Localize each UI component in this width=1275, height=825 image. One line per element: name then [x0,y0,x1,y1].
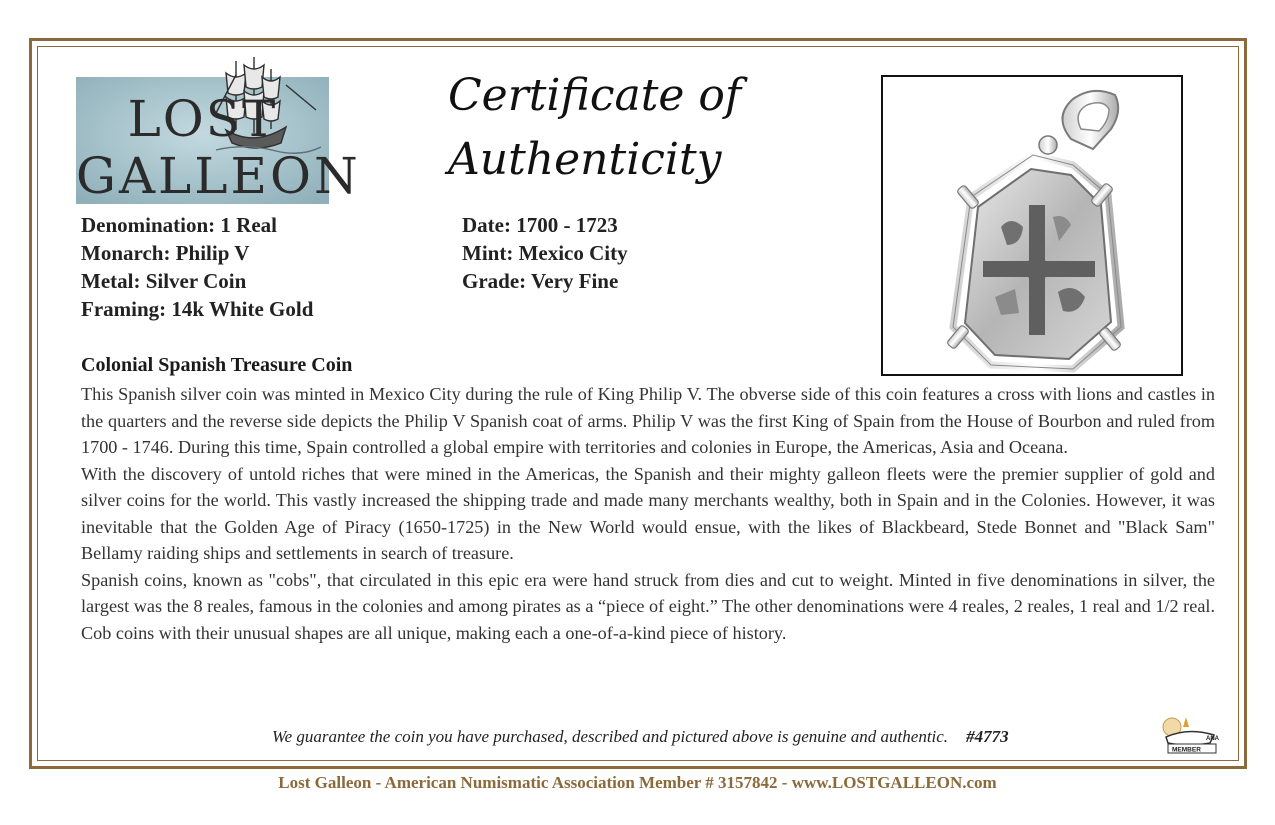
paragraph-2: With the discovery of untold riches that were mined in the Americas, the Spanish and their mighty galleon fleets were the premier supplier of gold and silver coins for the world. This vastly increased the shipping trade and made many merchants wealthy, both in Spain and in the Colonies. However, it was inevitable that the Golden Age of Piracy (1650-1725) in the New World would ensue, with the likes of Blackbeard, Stede Bonnet and "Black Sam" Bellamy raiding ships and settlements in search of treasure. [81,463,1215,563]
spec-denomination: Denomination: 1 Real [81,213,277,237]
spec-date: Date: 1700 - 1723 [462,213,618,237]
lost-galleon-logo [76,55,361,205]
ana-member-badge [1158,713,1222,755]
ana-badge-line2: MEMBER [1172,746,1201,754]
logo-text-lost: LOST [127,90,278,148]
spec-grade: Grade: Very Fine [462,269,619,293]
title-line-2: Authenticity [448,134,722,185]
paragraph-3: Spanish coins, known as "cobs", that circulated in this epic era were hand struck from dies and cut to weight. Minted in five denominations in silver, the largest was the 8 reales, famous in the colonies and among pirates as a “piece of eight.” The other denominations were 4 reales, 2 reales, 1 real and 1/2 real. Cob coins with their unusual shapes are all unique, making each a one-of-a-kind piece of history. [81,569,1215,643]
certificate-title [448,64,778,192]
spec-monarch: Monarch: Philip V [81,241,250,265]
section-heading: Colonial Spanish Treasure Coin [81,354,353,376]
footer-credit: Lost Galleon - American Numismatic Association Member # 3157842 - www.LOSTGALLEON.com [278,773,997,792]
coin-pendant-photo [881,75,1183,376]
specs-left [81,211,313,323]
spec-metal: Metal: Silver Coin [81,269,247,293]
certificate-number: #4773 [966,727,1009,746]
spec-framing: Framing: 14k White Gold [81,297,314,321]
paragraph-1: This Spanish silver coin was minted in Mexico City during the rule of King Philip V. The obverse side of this coin features a cross with lions and castles in the quarters and the reverse side depicts the Philip V Spanish coat of arms. Philip V was the first King of Spain from the House of Bourbon and ruled from 1700 - 1746. During this time, Spain controlled a global empire with territories and colonies in Europe, the Americas, Asia and Oceana. [81,384,1215,457]
coin-pendant-image [883,77,1181,374]
ana-badge-line1: ANA [1206,736,1219,742]
guarantee-statement [272,727,1009,747]
title-line-1: Certificate of [448,70,742,121]
logo-text-galleon: GALLEON [76,147,361,205]
specs-right [462,211,628,295]
description-body [81,381,1215,646]
ana-lamp-icon [1158,713,1222,755]
guarantee-text: We guarantee the coin you have purchased, described and pictured above is genuine and authentic. [272,727,949,746]
spec-mint: Mint: Mexico City [462,241,628,265]
